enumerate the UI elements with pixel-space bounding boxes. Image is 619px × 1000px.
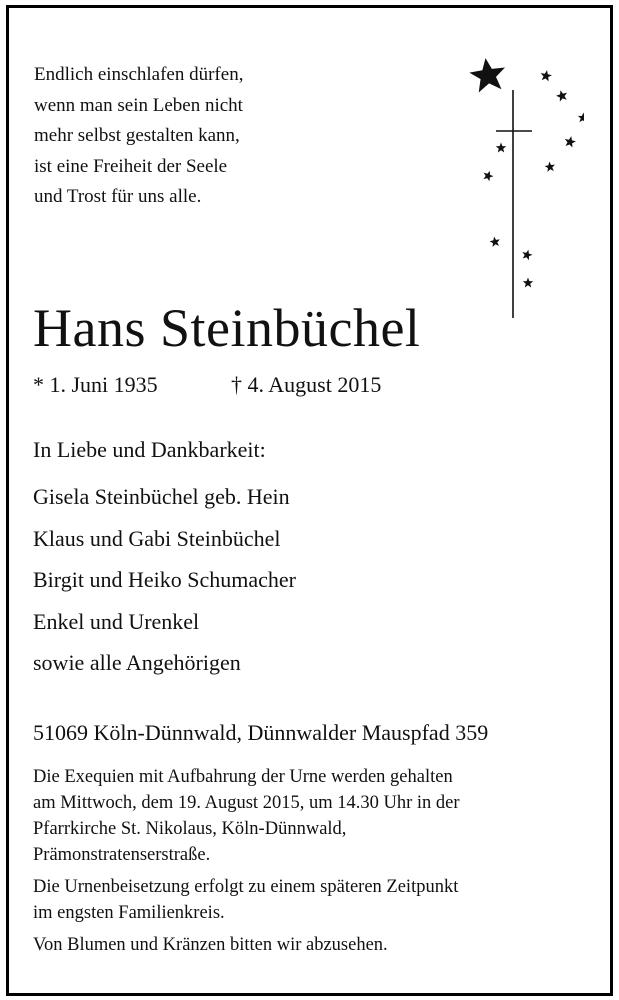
service-notes <box>33 764 593 958</box>
small-star-icon <box>563 135 576 148</box>
mourner-entry: Klaus und Gabi Steinbüchel <box>33 525 281 551</box>
poem-line: mehr selbst gestalten kann, <box>34 125 240 146</box>
deceased-name: Hans Steinbüchel <box>33 298 421 358</box>
mourners-intro: In Liebe und Dankbarkeit: <box>33 437 266 462</box>
small-star-icon <box>523 278 533 288</box>
small-star-icon <box>496 143 506 153</box>
birth-date: * 1. Juni 1935 <box>33 372 158 397</box>
obituary-notice <box>6 5 613 996</box>
poem-line: ist eine Freiheit der Seele <box>34 155 228 177</box>
mourners-list <box>33 430 296 684</box>
poem-line: wenn man sein Leben nicht <box>34 94 243 116</box>
service-line: am Mittwoch, dem 19. August 2015, um 14.30 Uhr in der <box>33 793 460 813</box>
poem-line: und Trost für uns alle. <box>34 186 202 207</box>
poem-line: Endlich einschlafen dürfen, <box>34 64 244 85</box>
small-star-icon <box>577 112 584 123</box>
small-star-icon <box>482 169 495 182</box>
small-star-icon <box>555 89 569 102</box>
small-star-icon <box>521 248 534 260</box>
mourner-entry: Birgit und Heiko Schumacher <box>33 567 296 592</box>
small-star-icon <box>489 236 501 248</box>
small-star-icon <box>544 161 556 172</box>
death-date: † 4. August 2015 <box>231 372 382 397</box>
family-address: 51069 Köln-Dünnwald, Dünnwalder Mauspfad 359 <box>33 720 489 745</box>
small-star-icon <box>540 69 553 82</box>
mourner-entry: Gisela Steinbüchel geb. Hein <box>33 484 290 509</box>
large-star-icon <box>468 56 508 94</box>
service-line: Prämonstratenserstraße. <box>33 845 211 865</box>
cross-and-stars-decoration <box>454 48 584 328</box>
flowers-note: Von Blumen und Kränzen bitten wir abzusehen. <box>33 935 388 955</box>
service-line: Pfarrkirche St. Nikolaus, Köln-Dünnwald, <box>33 819 347 839</box>
life-dates <box>33 370 382 400</box>
poem <box>34 60 334 213</box>
service-line: Die Exequien mit Aufbahrung der Urne werden gehalten <box>33 767 453 787</box>
burial-line: im engsten Familienkreis. <box>33 903 225 923</box>
mourner-entry: Enkel und Urenkel <box>33 608 200 634</box>
burial-line: Die Urnenbeisetzung erfolgt zu einem späteren Zeitpunkt <box>33 877 459 897</box>
mourner-entry: sowie alle Angehörigen <box>33 650 241 675</box>
